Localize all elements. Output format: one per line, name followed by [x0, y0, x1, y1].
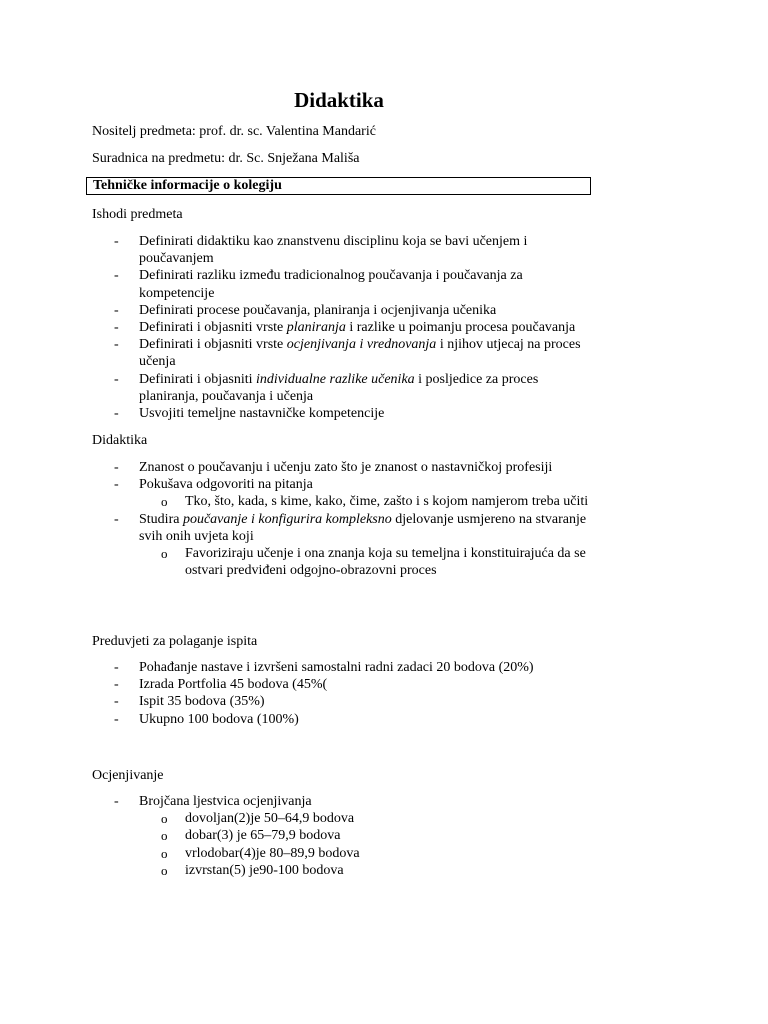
list-item: - Definirati i objasniti individualne razlike učenika i posljedice za proces planiranja, poučavanja i učenja: [0, 371, 589, 405]
didactics-list: [0, 459, 589, 579]
sub-list-item: o vrlodobar(4)je 80–89,9 bodova: [0, 845, 595, 862]
sub-list-item: o Favoriziraju učenje i ona znanja koja su temeljna i konstituirajuća da se ostvari predviđeni odgojno-obrazovni proces: [0, 545, 595, 579]
didactics-heading: Didaktika: [92, 433, 148, 448]
sub-list-item: o Tko, što, kada, s kime, kako, čime, zašto i s kojom namjerom treba učiti: [0, 493, 595, 510]
sub-list: [139, 493, 589, 510]
list-item: - Ukupno 100 bodova (100%): [0, 711, 589, 728]
list-item: - Definirati razliku između tradicionalnog poučavanja i poučavanja za kompetencije: [0, 267, 589, 301]
list-item: - Studira poučavanje i konfigurira kompleksno djelovanje usmjereno na stvaranje svih onih uvjeta koji o Favoriziraju učenje i ona znanja koja su temeljna i konstituirajuća da se ostvari predviđeni odgojno-obrazovni proces: [0, 511, 589, 580]
list-item: - Definirati i objasniti vrste ocjenjivanja i vrednovanja i njihov utjecaj na proces učenja: [0, 336, 589, 370]
list-item: - Pohađanje nastave i izvršeni samostalni radni zadaci 20 bodova (20%): [0, 659, 589, 676]
sub-list: [139, 545, 589, 579]
outcomes-list: [0, 233, 589, 422]
list-item: - Definirati procese poučavanja, planiranja i ocjenjivanja učenika: [0, 302, 589, 319]
sub-list-item: o dobar(3) je 65–79,9 bodova: [0, 827, 595, 844]
sub-list: [139, 810, 589, 879]
list-item: - Definirati i objasniti vrste planiranja i razlike u poimanju procesa poučavanja: [0, 319, 589, 336]
list-item: - Pokušava odgovoriti na pitanja o Tko, što, kada, s kime, kako, čime, zašto i s kojom namjerom treba učiti: [0, 476, 589, 510]
outcomes-heading: Ishodi predmeta: [92, 207, 183, 222]
prerequisites-list: [0, 659, 589, 728]
grading-list: [0, 793, 589, 879]
technical-info-label: Tehničke informacije o kolegiju: [93, 178, 282, 193]
lecturer-line: Nositelj predmeta: prof. dr. sc. Valentina Mandarić: [92, 124, 376, 139]
list-item: - Ispit 35 bodova (35%): [0, 693, 589, 710]
grading-heading: Ocjenjivanje: [92, 768, 164, 783]
page-title: Didaktika: [294, 88, 384, 112]
list-item: - Brojčana ljestvica ocjenjivanja o dovoljan(2)je 50–64,9 bodova o dobar(3) je 65–79,9 bodova o vrlodobar(4)je 80–89,9 bodova o izvrstan(5) je90-100 bodova: [0, 793, 589, 879]
sub-list-item: o dovoljan(2)je 50–64,9 bodova: [0, 810, 595, 827]
sub-list-item: o izvrstan(5) je90-100 bodova: [0, 862, 595, 879]
technical-info-box: [86, 177, 591, 195]
list-item: - Znanost o poučavanju i učenju zato što je znanost o nastavničkoj profesiji: [0, 459, 589, 476]
prerequisites-heading: Preduvjeti za polaganje ispita: [92, 634, 258, 649]
list-item: - Definirati didaktiku kao znanstvenu disciplinu koja se bavi učenjem i poučavanjem: [0, 233, 589, 267]
assistant-line: Suradnica na predmetu: dr. Sc. Snježana Mališa: [92, 151, 360, 166]
list-item: - Usvojiti temeljne nastavničke kompetencije: [0, 405, 589, 422]
list-item: - Izrada Portfolia 45 bodova (45%(: [0, 676, 589, 693]
